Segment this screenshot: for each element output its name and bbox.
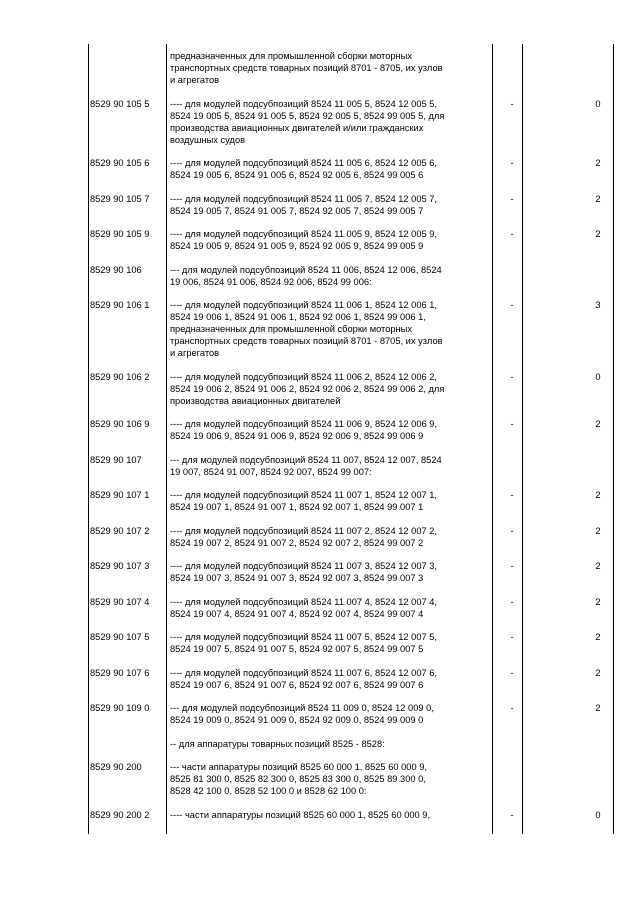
description-line: -- для аппаратуры товарных позиций 8525 - 8528: xyxy=(170,738,385,749)
description xyxy=(170,157,492,181)
tariff-code: 8529 90 200 2 xyxy=(90,809,150,820)
table-row xyxy=(0,454,640,490)
description-line: и агрегатов xyxy=(170,75,220,85)
unit-cell: - xyxy=(510,596,514,607)
description-line: предназначенных для промышленной сборки моторных xyxy=(170,51,413,61)
table-row xyxy=(0,299,640,371)
table-row xyxy=(0,98,640,158)
description-line: транспортных средств товарных позиций 8701 - 8705, их узлов xyxy=(170,63,443,73)
unit-cell: - xyxy=(510,300,514,310)
description-line: производства авиационных двигателей и/или гражданских xyxy=(170,122,424,133)
tariff-code: 8529 90 105 9 xyxy=(90,229,150,239)
tariff-code: 8529 90 107 1 xyxy=(90,490,150,500)
unit-cell: - xyxy=(510,525,514,536)
duty-rate: 2 xyxy=(595,525,601,536)
description-line: транспортных средств товарных позиций 8701 - 8705, их узлов xyxy=(170,336,443,346)
description xyxy=(170,525,492,549)
table-row xyxy=(0,193,640,229)
description-line: ---- для модулей подсубпозиций 8524 11 007 2, 8524 12 007 2, xyxy=(170,525,437,536)
table-row xyxy=(0,809,640,833)
tariff-code: 8529 90 105 7 xyxy=(90,193,150,204)
description-line: --- для модулей подсубпозиций 8524 11 007, 8524 12 007, 8524 xyxy=(170,454,442,465)
duty-rate: 3 xyxy=(595,300,601,310)
description-line: ---- для модулей подсубпозиций 8524 11 006 9, 8524 12 006 9, xyxy=(170,419,437,429)
description-line: 8524 19 005 7, 8524 91 005 7, 8524 92 005 7, 8524 99 005 7 xyxy=(170,205,424,216)
table-row xyxy=(0,371,640,419)
description-line: 8524 19 007 2, 8524 91 007 2, 8524 92 007 2, 8524 99 007 2 xyxy=(170,537,424,548)
description xyxy=(170,809,492,821)
table-row xyxy=(0,738,640,762)
description-line: ---- для модулей подсубпозиций 8524 11 007 5, 8524 12 007 5, xyxy=(170,632,437,642)
description xyxy=(170,228,492,252)
description-line: ---- для модулей подсубпозиций 8524 11 007 3, 8524 12 007 3, xyxy=(170,561,437,571)
duty-rate: 2 xyxy=(595,158,601,168)
table-row xyxy=(0,489,640,525)
unit-cell: - xyxy=(510,632,514,642)
description xyxy=(170,667,492,691)
description-line: предназначенных для промышленной сборки моторных xyxy=(170,324,413,334)
description-line: ---- для модулей подсубпозиций 8524 11 006 2, 8524 12 006 2, xyxy=(170,371,437,382)
duty-rate: 2 xyxy=(595,561,601,571)
description-line: ---- для модулей подсубпозиций 8524 11 006 1, 8524 12 006 1, xyxy=(170,300,437,310)
table-row xyxy=(0,631,640,667)
description-line: производства авиационных двигателей xyxy=(170,395,341,406)
table-row xyxy=(0,157,640,193)
unit-cell: - xyxy=(510,158,514,168)
description-line: 8524 19 007 4, 8524 91 007 4, 8524 92 007 4, 8524 99 007 4 xyxy=(170,608,424,619)
description-line: 19 006, 8524 91 006, 8524 92 006, 8524 99 006: xyxy=(170,276,372,287)
tariff-code: 8529 90 200 xyxy=(90,762,142,772)
description-line: 8524 19 005 9, 8524 91 005 9, 8524 92 005 9, 8524 99 005 9 xyxy=(170,241,424,251)
duty-rate: 2 xyxy=(595,419,601,429)
description xyxy=(170,50,492,86)
description-line: 8525 81 300 0, 8525 82 300 0, 8525 83 300 0, 8525 89 300 0, xyxy=(170,774,426,784)
description-line: 8524 19 007 5, 8524 91 007 5, 8524 92 007 5, 8524 99 007 5 xyxy=(170,644,424,654)
description-line: 19 007, 8524 91 007, 8524 92 007, 8524 99 007: xyxy=(170,466,372,477)
tariff-code: 8529 90 105 6 xyxy=(90,158,150,168)
unit-cell: - xyxy=(510,229,514,239)
duty-rate: 2 xyxy=(595,703,601,713)
description-line: 8524 19 006 1, 8524 91 006 1, 8524 92 006 1, 8524 99 006 1, xyxy=(170,312,426,322)
table-row xyxy=(0,418,640,454)
unit-cell: - xyxy=(510,193,514,204)
tariff-code: 8529 90 106 1 xyxy=(90,300,150,310)
unit-cell: - xyxy=(510,667,514,678)
description-line: 8524 19 005 6, 8524 91 005 6, 8524 92 005 6, 8524 99 005 6 xyxy=(170,170,424,180)
tariff-code: 8529 90 105 5 xyxy=(90,98,150,109)
description xyxy=(170,489,492,513)
tariff-code: 8529 90 109 0 xyxy=(90,703,150,713)
description-line: --- для модулей подсубпозиций 8524 11 006, 8524 12 006, 8524 xyxy=(170,264,442,275)
description-line: и агрегатов xyxy=(170,348,220,358)
description-line: --- части аппаратуры позиций 8525 60 000 1, 8525 60 000 9, xyxy=(170,762,427,772)
duty-rate: 0 xyxy=(595,809,601,820)
table-row xyxy=(0,596,640,632)
tariff-table xyxy=(0,50,640,832)
duty-rate: 0 xyxy=(595,98,601,109)
duty-rate: 0 xyxy=(595,371,601,382)
unit-cell: - xyxy=(510,561,514,571)
description xyxy=(170,454,492,478)
description xyxy=(170,193,492,217)
description-line: 8524 19 009 0, 8524 91 009 0, 8524 92 009 0, 8524 99 009 0 xyxy=(170,715,424,725)
description-line: 8524 19 007 3, 8524 91 007 3, 8524 92 007 3, 8524 99 007 3 xyxy=(170,573,424,583)
table-row xyxy=(0,264,640,300)
tariff-code: 8529 90 107 xyxy=(90,454,142,465)
description xyxy=(170,418,492,442)
description-line: ---- для модулей подсубпозиций 8524 11 005 5, 8524 12 005 5, xyxy=(170,98,437,109)
description xyxy=(170,596,492,620)
description xyxy=(170,738,492,750)
table-row xyxy=(0,525,640,561)
description-line: 8524 19 007 1, 8524 91 007 1, 8524 92 007 1, 8524 99 007 1 xyxy=(170,502,424,512)
description xyxy=(170,299,492,359)
duty-rate: 2 xyxy=(595,667,601,678)
description xyxy=(170,560,492,584)
description-line: 8524 19 005 5, 8524 91 005 5, 8524 92 005 5, 8524 99 005 5, для xyxy=(170,110,445,121)
unit-cell: - xyxy=(510,371,514,382)
description-line: ---- для модулей подсубпозиций 8524 11 005 9, 8524 12 005 9, xyxy=(170,229,437,239)
description-line: ---- части аппаратуры позиций 8525 60 000 1, 8525 60 000 9, xyxy=(170,809,431,820)
table-row xyxy=(0,560,640,596)
tariff-code: 8529 90 107 2 xyxy=(90,525,150,536)
table-row xyxy=(0,702,640,738)
description xyxy=(170,761,492,797)
description-line: 8524 19 007 6, 8524 91 007 6, 8524 92 007 6, 8524 99 007 6 xyxy=(170,679,424,690)
unit-cell: - xyxy=(510,419,514,429)
description xyxy=(170,98,492,146)
description-line: воздушных судов xyxy=(170,134,246,145)
tariff-code: 8529 90 107 3 xyxy=(90,561,150,571)
description xyxy=(170,371,492,407)
unit-cell: - xyxy=(510,490,514,500)
unit-cell: - xyxy=(510,703,514,713)
description xyxy=(170,264,492,288)
description-line: 8524 19 006 9, 8524 91 006 9, 8524 92 006 9, 8524 99 006 9 xyxy=(170,431,424,441)
duty-rate: 2 xyxy=(595,490,601,500)
tariff-code: 8529 90 107 5 xyxy=(90,632,150,642)
description-line: ---- для модулей подсубпозиций 8524 11 007 4, 8524 12 007 4, xyxy=(170,596,437,607)
tariff-code: 8529 90 106 9 xyxy=(90,419,150,429)
description-line: ---- для модулей подсубпозиций 8524 11 007 1, 8524 12 007 1, xyxy=(170,490,437,500)
duty-rate: 2 xyxy=(595,229,601,239)
tariff-code: 8529 90 106 2 xyxy=(90,371,150,382)
description-line: ---- для модулей подсубпозиций 8524 11 007 6, 8524 12 007 6, xyxy=(170,667,437,678)
description-line: --- для модулей подсубпозиций 8524 11 009 0, 8524 12 009 0, xyxy=(170,703,434,713)
table-row xyxy=(0,761,640,809)
unit-cell: - xyxy=(510,98,514,109)
table-row xyxy=(0,667,640,703)
tariff-code: 8529 90 107 6 xyxy=(90,667,150,678)
description-line: ---- для модулей подсубпозиций 8524 11 005 6, 8524 12 005 6, xyxy=(170,158,437,168)
description-line: 8528 42 100 0, 8528 52 100 0 и 8528 62 100 0: xyxy=(170,786,367,796)
description-line: 8524 19 006 2, 8524 91 006 2, 8524 92 006 2, 8524 99 006 2, для xyxy=(170,383,445,394)
duty-rate: 2 xyxy=(595,193,601,204)
description xyxy=(170,631,492,655)
tariff-code: 8529 90 107 4 xyxy=(90,596,150,607)
unit-cell: - xyxy=(510,809,514,820)
table-row xyxy=(0,50,640,98)
description-line: ---- для модулей подсубпозиций 8524 11 005 7, 8524 12 005 7, xyxy=(170,193,437,204)
description xyxy=(170,702,492,726)
table-row xyxy=(0,228,640,264)
duty-rate: 2 xyxy=(595,596,601,607)
duty-rate: 2 xyxy=(595,632,601,642)
tariff-code: 8529 90 106 xyxy=(90,264,142,275)
